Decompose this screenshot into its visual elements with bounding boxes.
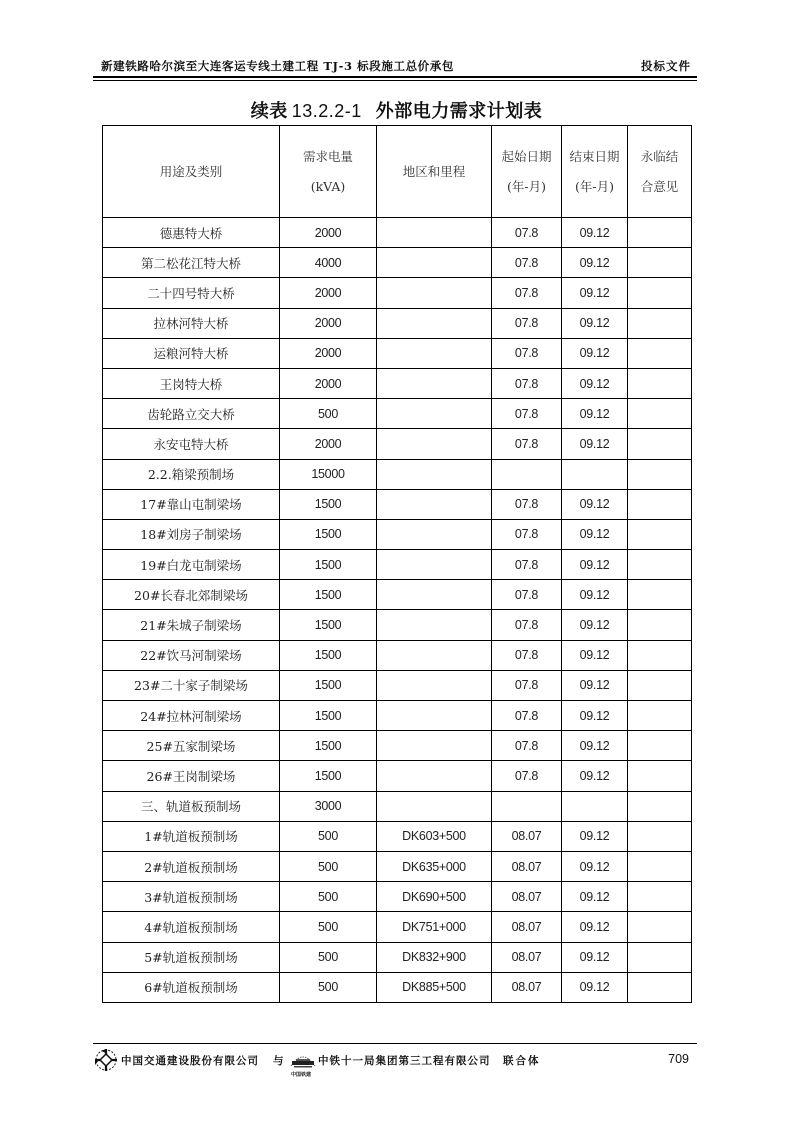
cell-category: 19#白龙屯制梁场 <box>103 550 280 580</box>
footer-and: 与 <box>273 1055 284 1067</box>
cell-start-date: 08.07 <box>492 942 562 972</box>
cell-location <box>377 550 492 580</box>
cell-end-date: 09.12 <box>562 489 628 519</box>
table-row <box>103 338 692 368</box>
header-location: 地区和里程 <box>377 126 492 218</box>
cell-start-date: 07.8 <box>492 580 562 610</box>
page-footer <box>93 1047 697 1077</box>
cell-note <box>628 972 692 1002</box>
cell-start-date: 07.8 <box>492 731 562 761</box>
cell-end-date: 09.12 <box>562 278 628 308</box>
cell-end-date: 09.12 <box>562 308 628 338</box>
table-row <box>103 731 692 761</box>
cell-location: DK603+500 <box>377 821 492 851</box>
cell-category: 运粮河特大桥 <box>103 338 280 368</box>
table-row <box>103 429 692 459</box>
table-header-row <box>103 126 692 218</box>
cell-end-date: 09.12 <box>562 821 628 851</box>
cell-end-date: 09.12 <box>562 882 628 912</box>
cell-start-date: 08.07 <box>492 821 562 851</box>
header-note: 永临结 合意见 <box>628 126 692 218</box>
cell-note <box>628 942 692 972</box>
table-body <box>103 218 692 1003</box>
cell-demand-kva: 500 <box>280 882 377 912</box>
table-row <box>103 308 692 338</box>
cell-location <box>377 701 492 731</box>
title-number: 13.2.2-1 <box>291 101 362 121</box>
cell-end-date: 09.12 <box>562 972 628 1002</box>
table-row <box>103 821 692 851</box>
cell-demand-kva: 1500 <box>280 519 377 549</box>
header-project-title: 新建铁路哈尔滨至大连客运专线土建工程 TJ-3 标段施工总价承包 <box>101 59 454 73</box>
cell-end-date: 09.12 <box>562 942 628 972</box>
cell-location <box>377 218 492 248</box>
cell-end-date: 09.12 <box>562 912 628 942</box>
cell-location <box>377 670 492 700</box>
cell-demand-kva: 1500 <box>280 670 377 700</box>
cell-category: 德惠特大桥 <box>103 218 280 248</box>
cell-location: DK751+000 <box>377 912 492 942</box>
cell-demand-kva: 1500 <box>280 610 377 640</box>
header-rule-thick <box>93 76 697 78</box>
cell-start-date: 07.8 <box>492 248 562 278</box>
cell-note <box>628 218 692 248</box>
title-prefix: 续表 <box>250 101 288 122</box>
cell-location: DK635+000 <box>377 851 492 881</box>
cell-start-date: 07.8 <box>492 610 562 640</box>
cell-start-date: 08.07 <box>492 882 562 912</box>
cell-note <box>628 791 692 821</box>
table-row <box>103 368 692 398</box>
cell-end-date: 09.12 <box>562 218 628 248</box>
cell-category: 永安屯特大桥 <box>103 429 280 459</box>
cell-end-date: 09.12 <box>562 580 628 610</box>
cell-location <box>377 338 492 368</box>
cell-category: 22#饮马河制梁场 <box>103 640 280 670</box>
cell-location <box>377 610 492 640</box>
cell-location <box>377 761 492 791</box>
table-row <box>103 640 692 670</box>
cell-category: 21#朱城子制梁场 <box>103 610 280 640</box>
table-title <box>0 97 793 123</box>
cell-start-date: 07.8 <box>492 519 562 549</box>
cell-demand-kva: 500 <box>280 942 377 972</box>
cell-note <box>628 640 692 670</box>
table-row <box>103 459 692 489</box>
table-row <box>103 399 692 429</box>
cell-start-date: 07.8 <box>492 670 562 700</box>
cell-start-date: 07.8 <box>492 429 562 459</box>
cell-start-date: 07.8 <box>492 218 562 248</box>
cell-location <box>377 429 492 459</box>
cell-start-date: 08.07 <box>492 912 562 942</box>
cell-demand-kva: 500 <box>280 399 377 429</box>
cell-note <box>628 670 692 700</box>
cell-note <box>628 368 692 398</box>
cell-note <box>628 912 692 942</box>
cell-note <box>628 489 692 519</box>
cell-end-date: 09.12 <box>562 701 628 731</box>
table-row <box>103 882 692 912</box>
page-number: 709 <box>668 1052 689 1066</box>
cell-note <box>628 248 692 278</box>
footer-company-1: 中国交通建设股份有限公司 <box>121 1055 259 1067</box>
crcc-logo-icon <box>288 1050 318 1072</box>
cell-location: DK690+500 <box>377 882 492 912</box>
table-row <box>103 942 692 972</box>
cell-demand-kva: 1500 <box>280 580 377 610</box>
cell-demand-kva: 1500 <box>280 761 377 791</box>
cell-location <box>377 489 492 519</box>
cell-category: 5#轨道板预制场 <box>103 942 280 972</box>
header-rule-thin <box>93 80 697 81</box>
footer-rule <box>93 1043 697 1044</box>
table-row <box>103 489 692 519</box>
cell-note <box>628 580 692 610</box>
cell-note <box>628 308 692 338</box>
cell-demand-kva: 2000 <box>280 338 377 368</box>
footer-joint-venture: 联合体 <box>503 1055 541 1067</box>
cell-location: DK885+500 <box>377 972 492 1002</box>
header-doc-type: 投标文件 <box>641 59 691 73</box>
cell-location <box>377 368 492 398</box>
header-category: 用途及类别 <box>103 126 280 218</box>
cell-demand-kva: 1500 <box>280 550 377 580</box>
cell-demand-kva: 500 <box>280 912 377 942</box>
table-row <box>103 761 692 791</box>
cell-start-date: 07.8 <box>492 489 562 519</box>
cell-category: 18#刘房子制梁场 <box>103 519 280 549</box>
table-row <box>103 580 692 610</box>
header-start-date: 起始日期 (年-月) <box>492 126 562 218</box>
cell-category: 1#轨道板预制场 <box>103 821 280 851</box>
cell-demand-kva: 3000 <box>280 791 377 821</box>
cell-note <box>628 882 692 912</box>
cell-demand-kva: 1500 <box>280 731 377 761</box>
cell-end-date: 09.12 <box>562 429 628 459</box>
cell-start-date: 07.8 <box>492 640 562 670</box>
cell-demand-kva: 2000 <box>280 308 377 338</box>
cell-end-date: 09.12 <box>562 248 628 278</box>
cell-start-date: 07.8 <box>492 368 562 398</box>
cell-category: 三、轨道板预制场 <box>103 791 280 821</box>
table-row <box>103 218 692 248</box>
cell-end-date: 09.12 <box>562 399 628 429</box>
cell-location <box>377 459 492 489</box>
cell-end-date: 09.12 <box>562 761 628 791</box>
cell-note <box>628 338 692 368</box>
cell-location <box>377 519 492 549</box>
cell-demand-kva: 4000 <box>280 248 377 278</box>
cell-start-date <box>492 791 562 821</box>
cell-end-date: 09.12 <box>562 368 628 398</box>
cell-category: 23#二十家子制梁场 <box>103 670 280 700</box>
table-row <box>103 610 692 640</box>
cell-start-date: 07.8 <box>492 701 562 731</box>
cell-start-date: 07.8 <box>492 308 562 338</box>
cell-end-date: 09.12 <box>562 519 628 549</box>
cell-start-date: 07.8 <box>492 399 562 429</box>
table-row <box>103 972 692 1002</box>
cell-note <box>628 519 692 549</box>
cell-demand-kva: 500 <box>280 851 377 881</box>
cell-location <box>377 278 492 308</box>
crcc-logo-caption: 中国铁建 <box>291 1072 312 1078</box>
cell-note <box>628 731 692 761</box>
cell-category: 3#轨道板预制场 <box>103 882 280 912</box>
cell-end-date: 09.12 <box>562 851 628 881</box>
power-demand-table <box>102 125 692 1003</box>
cell-location <box>377 308 492 338</box>
cell-note <box>628 610 692 640</box>
cell-demand-kva: 500 <box>280 972 377 1002</box>
cell-location <box>377 399 492 429</box>
cell-location <box>377 640 492 670</box>
page-header <box>93 56 697 76</box>
cell-category: 4#轨道板预制场 <box>103 912 280 942</box>
cell-location <box>377 791 492 821</box>
cell-demand-kva: 15000 <box>280 459 377 489</box>
cell-note <box>628 821 692 851</box>
cell-location <box>377 580 492 610</box>
cell-demand-kva: 1500 <box>280 701 377 731</box>
cell-start-date <box>492 459 562 489</box>
cell-category: 24#拉林河制梁场 <box>103 701 280 731</box>
cell-category: 拉林河特大桥 <box>103 308 280 338</box>
cell-location <box>377 248 492 278</box>
cell-end-date <box>562 459 628 489</box>
cell-start-date: 07.8 <box>492 550 562 580</box>
table-row <box>103 670 692 700</box>
footer-company-2: 中铁十一局集团第三工程有限公司 <box>318 1055 491 1067</box>
cell-demand-kva: 1500 <box>280 640 377 670</box>
cell-end-date: 09.12 <box>562 670 628 700</box>
cell-note <box>628 701 692 731</box>
cell-note <box>628 459 692 489</box>
cell-note <box>628 851 692 881</box>
cell-category: 25#五家制梁场 <box>103 731 280 761</box>
table-row <box>103 701 692 731</box>
cell-category: 26#王岗制梁场 <box>103 761 280 791</box>
cell-end-date: 09.12 <box>562 550 628 580</box>
table-row <box>103 550 692 580</box>
cell-demand-kva: 2000 <box>280 429 377 459</box>
title-name: 外部电力需求计划表 <box>375 101 543 122</box>
cell-location: DK832+900 <box>377 942 492 972</box>
cell-end-date: 09.12 <box>562 338 628 368</box>
cell-category: 二十四号特大桥 <box>103 278 280 308</box>
cell-category: 2.2.箱梁预制场 <box>103 459 280 489</box>
table-row <box>103 519 692 549</box>
table-row <box>103 791 692 821</box>
cell-location <box>377 731 492 761</box>
cell-start-date: 07.8 <box>492 338 562 368</box>
table-row <box>103 278 692 308</box>
cell-note <box>628 278 692 308</box>
cell-category: 17#靠山屯制梁场 <box>103 489 280 519</box>
cell-note <box>628 550 692 580</box>
header-end-date: 结束日期 (年-月) <box>562 126 628 218</box>
cell-start-date: 07.8 <box>492 761 562 791</box>
cell-demand-kva: 500 <box>280 821 377 851</box>
cell-end-date <box>562 791 628 821</box>
header-demand: 需求电量 (kVA) <box>280 126 377 218</box>
cell-start-date: 08.07 <box>492 972 562 1002</box>
table-row <box>103 248 692 278</box>
cell-demand-kva: 2000 <box>280 368 377 398</box>
cell-category: 20#长春北郊制梁场 <box>103 580 280 610</box>
cell-category: 齿轮路立交大桥 <box>103 399 280 429</box>
cell-demand-kva: 2000 <box>280 278 377 308</box>
cell-note <box>628 429 692 459</box>
cell-start-date: 07.8 <box>492 278 562 308</box>
table-row <box>103 912 692 942</box>
cell-category: 第二松花江特大桥 <box>103 248 280 278</box>
cell-demand-kva: 1500 <box>280 489 377 519</box>
cell-start-date: 08.07 <box>492 851 562 881</box>
table-row <box>103 851 692 881</box>
cell-category: 王岗特大桥 <box>103 368 280 398</box>
cell-end-date: 09.12 <box>562 731 628 761</box>
cell-demand-kva: 2000 <box>280 218 377 248</box>
cell-note <box>628 399 692 429</box>
cell-category: 2#轨道板预制场 <box>103 851 280 881</box>
cccc-logo-icon <box>93 1047 119 1073</box>
cell-category: 6#轨道板预制场 <box>103 972 280 1002</box>
cell-end-date: 09.12 <box>562 610 628 640</box>
cell-end-date: 09.12 <box>562 640 628 670</box>
cell-note <box>628 761 692 791</box>
